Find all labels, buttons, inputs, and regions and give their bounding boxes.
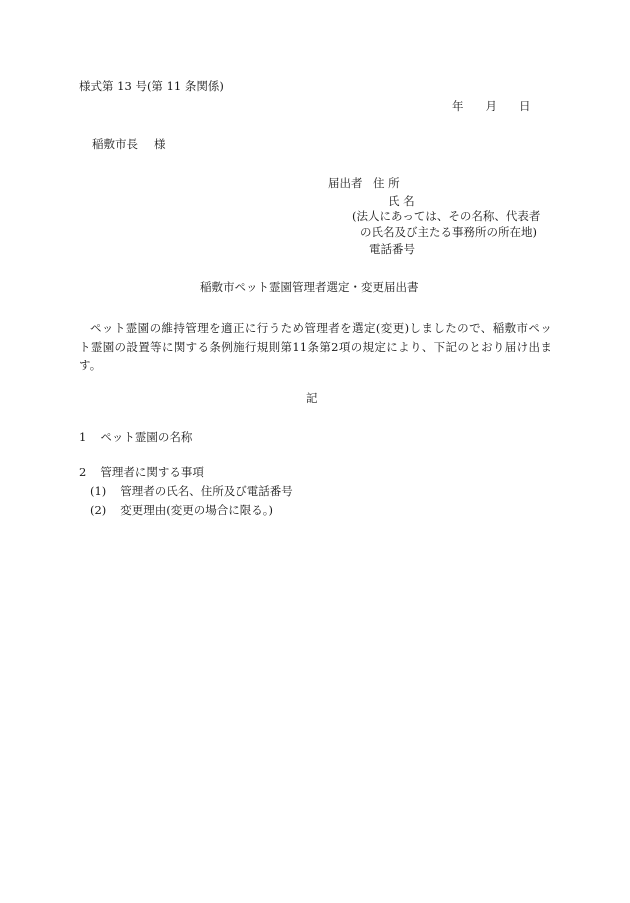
sub-item-text: 管理者の氏名、住所及び電話番号 [120,484,293,498]
date-year-label: 年 [452,99,464,113]
addressee-name: 稲敷市長 [92,137,138,151]
name-label: 氏 名 [388,194,415,208]
item-text: 管理者に関する事項 [100,465,204,479]
sub-item-2-1 [90,485,293,499]
date-day-label: 日 [519,99,531,113]
sub-item-text: 変更理由(変更の場合に限る。) [120,503,274,517]
item-number: 1 [79,430,87,444]
body-text: ペット霊園の維持管理を適正に行うため管理者を選定(変更)しましたので、稲敷市ペット霊園の設置等に関する条例施行規則第11条第2項の規定により、下記のとおり届け出ます。 [79,321,552,372]
address-label: 住 所 [373,176,400,190]
corporate-note-line2: の氏名及び主たる事務所の所在地) [360,225,537,239]
form-number: 様式第 13 号(第 11 条関係) [79,79,224,93]
corporate-note-line1: (法人にあっては、その名称、代表者 [352,209,541,223]
document-title: 稲敷市ペット霊園管理者選定・変更届出書 [200,280,419,294]
list-item-1 [79,431,192,445]
sub-item-number: (2) [90,503,107,517]
notifier-label: 届出者 [328,176,363,190]
date-line [452,100,531,114]
addressee [92,138,166,152]
item-text: ペット霊園の名称 [100,430,193,444]
list-item-2 [79,466,204,480]
ki-heading: 記 [306,391,318,405]
item-number: 2 [79,465,87,479]
sub-item-2-2 [90,504,273,518]
addressee-honorific: 様 [154,137,166,151]
phone-label: 電話番号 [369,242,415,256]
date-month-label: 月 [485,99,497,113]
sub-item-number: (1) [90,484,107,498]
